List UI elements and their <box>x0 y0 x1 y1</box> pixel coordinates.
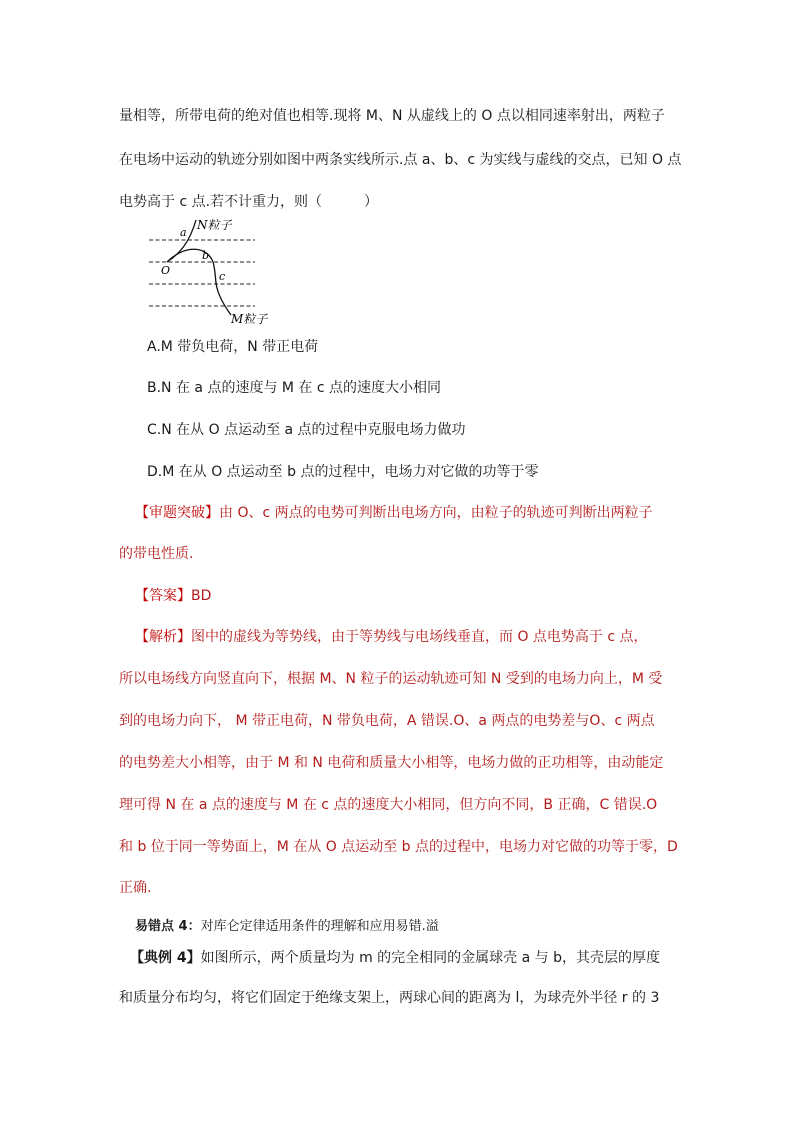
example-tag: 【典例 4】 <box>130 950 201 966</box>
answer-line <box>135 586 211 606</box>
error-point-line <box>135 917 439 937</box>
question-line-2: 在电场中运动的轨迹分别如图中两条实线所示.点 a、b、c 为实线与虚线的交点，已知 O 点 <box>119 152 682 168</box>
analysis-text: 图中的虚线为等势线，由于等势线与电场线垂直，而 O 点电势高于 c 点， <box>191 629 648 645</box>
label-c: c <box>219 270 226 283</box>
example-line-1 <box>130 948 660 968</box>
label-m-particle: M粒子 <box>231 312 268 326</box>
breakthrough-line-1 <box>135 503 653 523</box>
option-d: D.M 在从 O 点运动至 b 点的过程中，电场力对它做的功等于零 <box>147 464 539 480</box>
option-b: B.N 在 a 点的速度与 M 在 c 点的速度大小相同 <box>147 380 442 396</box>
label-n-particle: N粒子 <box>197 218 232 232</box>
label-b: b <box>202 249 210 262</box>
label-o: O <box>161 264 171 277</box>
error-point-text: 对库仑定律适用条件的理解和应用易错.溢 <box>200 919 439 934</box>
example-text: 如图所示，两个质量均为 m 的完全相同的金属球壳 a 与 b，其壳层的厚度 <box>200 950 660 966</box>
analysis-line-2: 所以电场线方向竖直向下，根据 M、N 粒子的运动轨迹可知 N 受到的电场力向上，M 受 <box>119 671 663 687</box>
answer-tag: 【答案】 <box>135 588 191 604</box>
analysis-line-5: 理可得 N 在 a 点的速度与 M 在 c 点的速度大小相同，但方向不同，B 正确，C 错误.O <box>119 797 658 813</box>
analysis-line-6: 和 b 位于同一等势面上，M 在从 O 点运动至 b 点的过程中，电场力对它做的功等于零，D <box>119 839 678 855</box>
error-point-label: 易错点 4： <box>135 919 201 934</box>
breakthrough-line-2: 的带电性质. <box>119 546 194 562</box>
breakthrough-text: 由 O、c 两点的电势可判断出电场方向，由粒子的轨迹可判断出两粒子 <box>219 505 653 521</box>
question-line-3: 电势高于 c 点.若不计重力，则（ ） <box>119 194 379 210</box>
analysis-line-7: 正确. <box>119 880 152 896</box>
example-line-2: 和质量分布均匀，将它们固定于绝缘支架上，两球心间的距离为 l，为球壳外半径 r 的 3 <box>119 990 660 1006</box>
trajectory-figure <box>145 216 280 328</box>
answer-value: BD <box>191 588 212 604</box>
label-a: a <box>180 226 187 239</box>
analysis-line-3: 到的电场力向下， M 带正电荷，N 带负电荷，A 错误.O、a 两点的电势差与O、c 两点 <box>119 713 655 729</box>
breakthrough-tag: 【审题突破】 <box>135 505 219 521</box>
option-c: C.N 在从 O 点运动至 a 点的过程中克服电场力做功 <box>147 422 466 438</box>
option-a: A.M 带负电荷，N 带正电荷 <box>147 339 319 355</box>
analysis-tag: 【解析】 <box>135 629 191 645</box>
analysis-line-4: 的电势差大小相等，由于 M 和 N 电荷和质量大小相等，电场力做的正功相等，由动能定 <box>119 755 664 771</box>
analysis-line-1 <box>135 627 648 647</box>
question-line-1: 量相等，所带电荷的绝对值也相等.现将 M、N 从虚线上的 O 点以相同速率射出，两粒子 <box>119 108 665 124</box>
